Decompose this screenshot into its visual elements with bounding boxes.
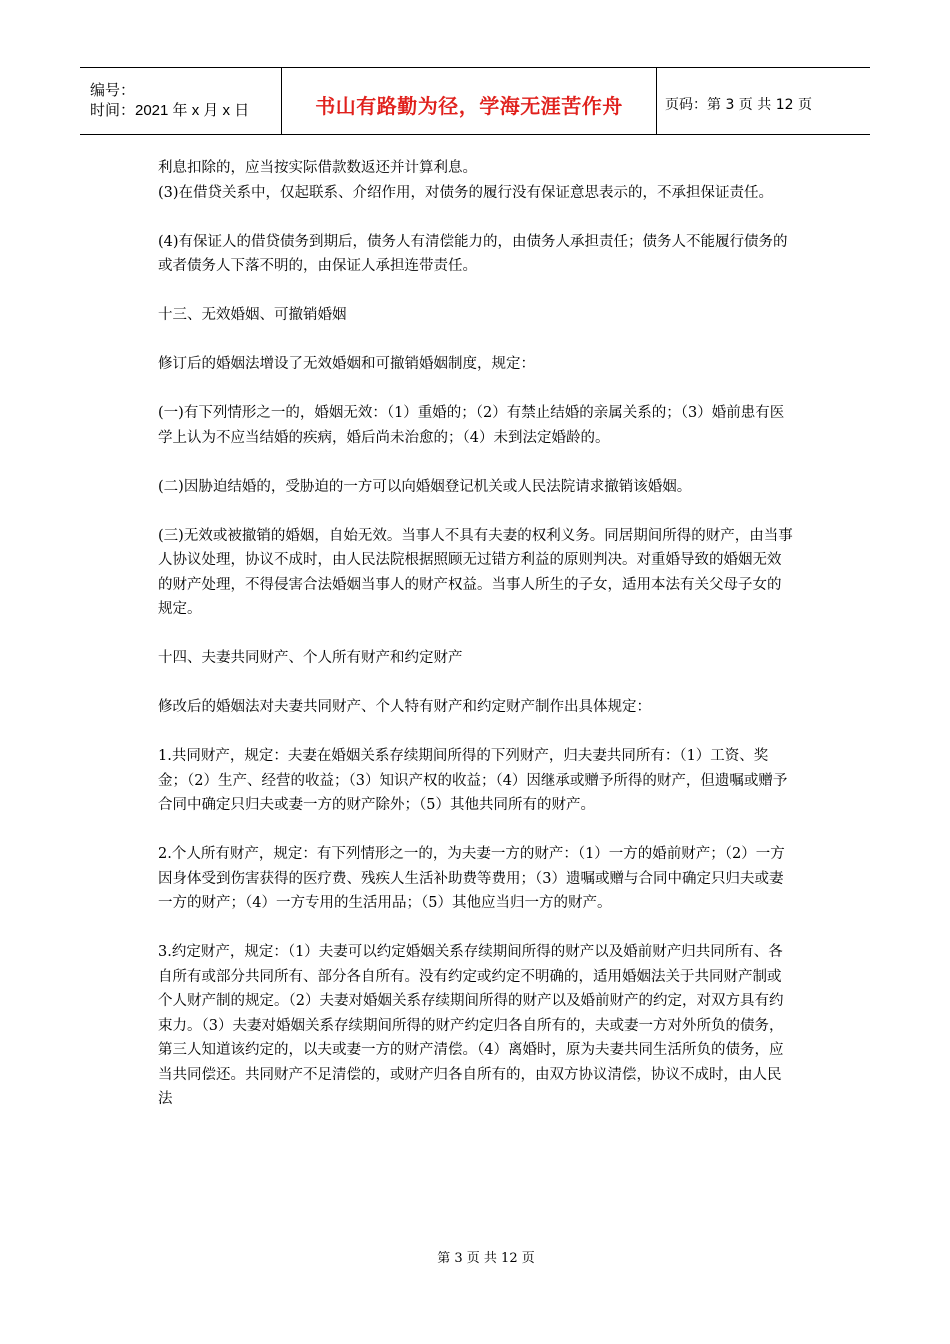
paragraph: 2.个人所有财产，规定：有下列情形之一的，为夫妻一方的财产：（1）一方的婚前财产；（2）一方因身体受到伤害获得的医疗费、残疾人生活补助费等费用；（3）遗嘱或赠与合同中确定只归夫或妻一方的财产；（4）一方专用的生活用品；（5）其他应当归一方的财产。 xyxy=(158,846,785,911)
section-heading: 十四、夫妻共同财产、个人所有财产和约定财产 xyxy=(158,650,463,666)
paragraph-gap xyxy=(158,720,794,745)
paragraph-gap xyxy=(158,622,794,647)
paragraph-gap xyxy=(158,279,794,304)
paragraph: (3)在借贷关系中，仅起联系、介绍作用，对债务的履行没有保证意思表示的，不承担保证责任。 xyxy=(158,184,774,201)
document-body xyxy=(158,156,794,1112)
paragraph: 修改后的婚姻法对夫妻共同财产、个人特有财产和约定财产制作出具体规定： xyxy=(158,699,651,715)
header-page-cell xyxy=(657,68,870,134)
header-motto: 书山有路勤为径，学海无涯苦作舟 xyxy=(315,93,623,118)
header-page-code: 页码：第 3 页 共 12 页 xyxy=(665,97,812,113)
document-number-label: 编号： xyxy=(90,82,136,99)
header-meta-cell xyxy=(80,68,282,134)
paragraph-gap xyxy=(158,450,794,475)
paragraph-gap xyxy=(158,818,794,843)
paragraph: (一)有下列情形之一的，婚姻无效：（1）重婚的；（2）有禁止结婚的亲属关系的；（3）婚前患有医学上认为不应当结婚的疾病，婚后尚未治愈的；（4）未到法定婚龄的。 xyxy=(158,405,785,446)
paragraph-gap xyxy=(158,499,794,524)
paragraph-gap xyxy=(158,328,794,353)
paragraph: (三)无效或被撤销的婚姻，自始无效。当事人不具有夫妻的权利义务。同居期间所得的财产，由当事人协议处理，协议不成时，由人民法院根据照顾无过错方利益的原则判决。对重婚导致的婚姻无效的财产处理，不得侵害合法婚姻当事人的财产权益。当事人所生的子女，适用本法有关父母子女的规定。 xyxy=(158,527,793,617)
paragraph-gap xyxy=(158,671,794,696)
paragraph-gap xyxy=(158,916,794,941)
paragraph: (二)因胁迫结婚的，受胁迫的一方可以向婚姻登记机关或人民法院请求撤销该婚姻。 xyxy=(158,478,692,495)
paragraph: 修订后的婚姻法增设了无效婚姻和可撤销婚姻制度，规定： xyxy=(158,356,535,372)
document-date-label: 时间：2021 年 x 月 x 日 xyxy=(90,102,250,119)
paragraph-gap xyxy=(158,205,794,230)
section-heading: 十三、无效婚姻、可撤销婚姻 xyxy=(158,307,347,323)
paragraph: 利息扣除的，应当按实际借款数返还并计算利息。 xyxy=(158,160,477,176)
page-footer: 第 3 页 共 12 页 xyxy=(437,1251,535,1266)
paragraph: 3.约定财产，规定：（1）夫妻可以约定婚姻关系存续期间所得的财产以及婚前财产归共同所有、各自所有或部分共同所有、部分各自所有。没有约定或约定不明确的，适用婚姻法关于共同财产制或个人财产制的规定。（2）夫妻对婚姻关系存续期间所得的财产以及婚前财产的约定，对双方具有约束力。（3）夫妻对婚姻关系存续期间所得的财产约定归各自所有的，夫或妻一方对外所负的债务，第三人知道该约定的，以夫或妻一方的财产清偿。（4）离婚时，原为夫妻共同生活所负的债务，应当共同偿还。共同财产不足清偿的，或财产归各自所有的，由双方协议清偿，协议不成时，由人民法 xyxy=(158,944,784,1107)
paragraph: (4)有保证人的借贷债务到期后，债务人有清偿能力的，由债务人承担责任；债务人不能履行债务的或者债务人下落不明的，由保证人承担连带责任。 xyxy=(158,233,788,274)
header-motto-cell xyxy=(282,68,657,134)
paragraph-gap xyxy=(158,377,794,402)
document-header xyxy=(80,67,870,135)
paragraph: 1.共同财产，规定：夫妻在婚姻关系存续期间所得的下列财产，归夫妻共同所有：（1）工资、奖金；（2）生产、经营的收益；（3）知识产权的收益；（4）因继承或赠予所得的财产，但遗嘱或赠予合同中确定只归夫或妻一方的财产除外；（5）其他共同所有的财产。 xyxy=(158,748,788,813)
